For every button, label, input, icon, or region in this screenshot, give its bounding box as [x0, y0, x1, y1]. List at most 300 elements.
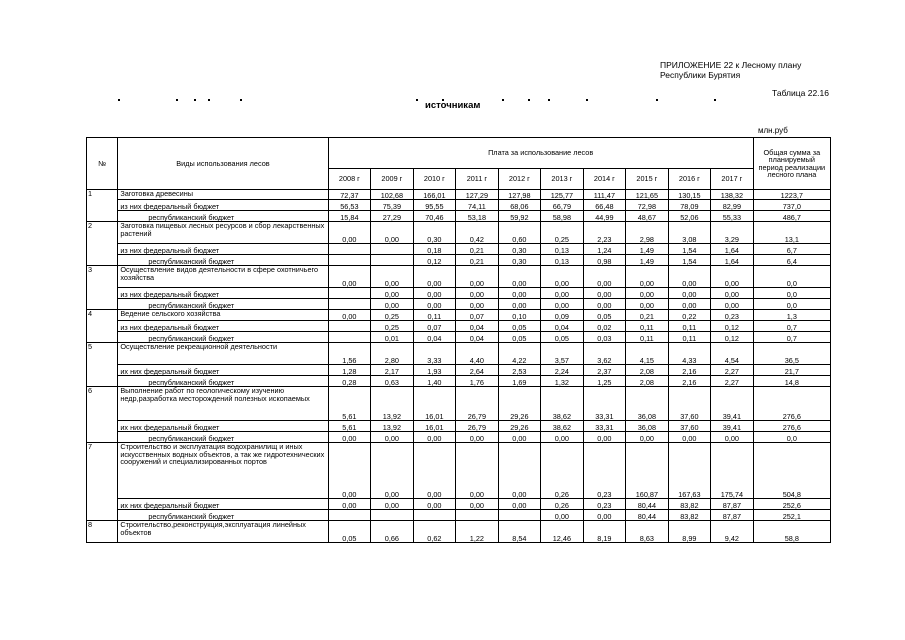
- year-value: 0,00: [456, 499, 499, 510]
- year-value: 1,40: [413, 376, 456, 387]
- year-value: 0,00: [371, 222, 414, 244]
- year-value: 0,04: [541, 321, 584, 332]
- year-value: 2,16: [668, 365, 711, 376]
- year-value: 0,00: [541, 510, 584, 521]
- year-value: 166,01: [413, 190, 456, 200]
- year-value: 0,30: [498, 255, 541, 266]
- year-value: [328, 332, 371, 343]
- year-value: 8,54: [498, 521, 541, 543]
- year-value: 66,48: [583, 200, 626, 211]
- year-value: 0,30: [498, 244, 541, 255]
- row-label: из них федеральный бюджет: [118, 321, 328, 332]
- header-year: 2008 г: [328, 169, 371, 190]
- year-value: 38,62: [541, 421, 584, 432]
- year-value: 9,42: [711, 521, 754, 543]
- row-label: республиканский бюджет: [118, 510, 328, 521]
- row-number: 6: [87, 387, 118, 443]
- year-value: 0,00: [371, 443, 414, 499]
- year-value: 167,63: [668, 443, 711, 499]
- appendix-line-1: ПРИЛОЖЕНИЕ 22 к Лесному плану: [660, 60, 802, 70]
- year-value: [371, 255, 414, 266]
- year-value: 0,28: [328, 376, 371, 387]
- year-value: 0,26: [541, 443, 584, 499]
- year-value: 15,84: [328, 211, 371, 222]
- table-row: [87, 443, 831, 499]
- header-year: 2013 г: [541, 169, 584, 190]
- year-value: 58,98: [541, 211, 584, 222]
- year-value: 4,15: [626, 343, 669, 365]
- row-total: 6,7: [753, 244, 830, 255]
- year-value: 0,11: [668, 321, 711, 332]
- year-value: 0,11: [413, 310, 456, 321]
- row-label: республиканский бюджет: [118, 299, 328, 310]
- year-value: 1,56: [328, 343, 371, 365]
- row-label: Осуществление видов деятельности в сфере охотничьего хозяйства: [118, 266, 328, 288]
- year-value: 0,00: [583, 288, 626, 299]
- year-value: 29,26: [498, 387, 541, 421]
- row-label: Строительство и эксплуатация водохранилищ и иных искусственных водных объектов, а так же гидротехнических сооружений и специализированных портов: [118, 443, 328, 499]
- year-value: 0,00: [668, 288, 711, 299]
- year-value: 2,27: [711, 376, 754, 387]
- year-value: 0,23: [711, 310, 754, 321]
- year-value: 0,00: [328, 432, 371, 443]
- year-value: 0,63: [371, 376, 414, 387]
- table-row: [87, 376, 831, 387]
- year-value: 0,00: [711, 432, 754, 443]
- year-value: 0,04: [456, 321, 499, 332]
- cropped-heading-line: [116, 99, 716, 101]
- year-value: 4,33: [668, 343, 711, 365]
- year-value: 0,05: [583, 310, 626, 321]
- row-total: 21,7: [753, 365, 830, 376]
- table-row: [87, 421, 831, 432]
- year-value: 3,57: [541, 343, 584, 365]
- year-value: 0,07: [413, 321, 456, 332]
- year-value: 0,21: [456, 244, 499, 255]
- year-value: 0,00: [711, 299, 754, 310]
- row-total: 0,7: [753, 332, 830, 343]
- year-value: 0,00: [541, 299, 584, 310]
- year-value: 1,54: [668, 244, 711, 255]
- year-value: 2,24: [541, 365, 584, 376]
- row-total: 737,0: [753, 200, 830, 211]
- table-row: [87, 288, 831, 299]
- year-value: 0,00: [456, 443, 499, 499]
- table-row: [87, 190, 831, 200]
- table-row: [87, 365, 831, 376]
- year-value: 16,01: [413, 387, 456, 421]
- year-value: 72,37: [328, 190, 371, 200]
- row-label: республиканский бюджет: [118, 211, 328, 222]
- header-year: 2009 г: [371, 169, 414, 190]
- year-value: 0,00: [711, 288, 754, 299]
- year-value: 0,00: [626, 288, 669, 299]
- row-label: республиканский бюджет: [118, 432, 328, 443]
- year-value: 0,00: [328, 222, 371, 244]
- year-value: 27,29: [371, 211, 414, 222]
- row-total: 1223,7: [753, 190, 830, 200]
- year-value: 70,46: [413, 211, 456, 222]
- header-num: №: [87, 138, 118, 190]
- row-label: республиканский бюджет: [118, 332, 328, 343]
- row-total: 276,6: [753, 387, 830, 421]
- year-value: 1,49: [626, 255, 669, 266]
- year-value: 138,32: [711, 190, 754, 200]
- year-value: 2,27: [711, 365, 754, 376]
- header-year: 2012 г: [498, 169, 541, 190]
- year-value: 0,04: [456, 332, 499, 343]
- year-value: 8,63: [626, 521, 669, 543]
- table-row: [87, 222, 831, 244]
- year-value: 127,29: [456, 190, 499, 200]
- year-value: 3,33: [413, 343, 456, 365]
- table-row: [87, 510, 831, 521]
- row-number: 7: [87, 443, 118, 521]
- row-total: 58,8: [753, 521, 830, 543]
- year-value: 0,00: [371, 432, 414, 443]
- year-value: 16,01: [413, 421, 456, 432]
- year-value: 5,61: [328, 421, 371, 432]
- appendix-line-2: Республики Бурятия: [660, 70, 741, 80]
- year-value: 78,09: [668, 200, 711, 211]
- table-row: [87, 244, 831, 255]
- year-value: 0,00: [413, 499, 456, 510]
- header-total: Общая сумма за планируемый период реализации лесного плана: [753, 138, 830, 190]
- year-value: 130,15: [668, 190, 711, 200]
- year-value: 72,98: [626, 200, 669, 211]
- year-value: 0,30: [413, 222, 456, 244]
- year-value: 0,00: [328, 499, 371, 510]
- year-value: 0,00: [541, 266, 584, 288]
- year-value: 0,11: [626, 332, 669, 343]
- year-value: 12,46: [541, 521, 584, 543]
- year-value: 0,11: [626, 321, 669, 332]
- row-total: 0,0: [753, 266, 830, 288]
- year-value: [371, 510, 414, 521]
- year-value: 0,00: [413, 299, 456, 310]
- year-value: 0,21: [456, 255, 499, 266]
- year-value: 0,25: [371, 310, 414, 321]
- year-value: 3,08: [668, 222, 711, 244]
- year-value: 52,06: [668, 211, 711, 222]
- table-row: [87, 332, 831, 343]
- year-value: 0,01: [371, 332, 414, 343]
- year-value: [328, 299, 371, 310]
- year-value: 0,13: [541, 255, 584, 266]
- year-value: 2,53: [498, 365, 541, 376]
- row-total: 504,8: [753, 443, 830, 499]
- year-value: 33,31: [583, 421, 626, 432]
- year-value: 74,11: [456, 200, 499, 211]
- year-value: 0,42: [456, 222, 499, 244]
- unit-label: млн.руб: [758, 126, 788, 135]
- row-total: 6,4: [753, 255, 830, 266]
- year-value: 1,32: [541, 376, 584, 387]
- row-total: 486,7: [753, 211, 830, 222]
- table-row: [87, 387, 831, 421]
- year-value: 1,64: [711, 244, 754, 255]
- year-value: 1,93: [413, 365, 456, 376]
- year-value: 1,28: [328, 365, 371, 376]
- year-value: 0,00: [371, 499, 414, 510]
- year-value: [328, 321, 371, 332]
- table-row: [87, 321, 831, 332]
- row-total: 252,1: [753, 510, 830, 521]
- year-value: 0,00: [711, 266, 754, 288]
- year-value: 0,00: [668, 299, 711, 310]
- year-value: 0,21: [626, 310, 669, 321]
- year-value: 0,00: [413, 432, 456, 443]
- year-value: 2,37: [583, 365, 626, 376]
- year-value: 0,00: [541, 288, 584, 299]
- year-value: 1,76: [456, 376, 499, 387]
- year-value: 1,49: [626, 244, 669, 255]
- year-value: 2,08: [626, 376, 669, 387]
- year-value: 0,11: [668, 332, 711, 343]
- year-value: 2,08: [626, 365, 669, 376]
- year-value: [413, 510, 456, 521]
- year-value: 83,82: [668, 510, 711, 521]
- year-value: 1,69: [498, 376, 541, 387]
- year-value: 0,04: [413, 332, 456, 343]
- year-value: 0,98: [583, 255, 626, 266]
- table-row: [87, 521, 831, 543]
- year-value: 1,54: [668, 255, 711, 266]
- year-value: 111,47: [583, 190, 626, 200]
- row-number: 5: [87, 343, 118, 387]
- row-total: 13,1: [753, 222, 830, 244]
- year-value: 37,60: [668, 387, 711, 421]
- year-value: 87,87: [711, 499, 754, 510]
- year-value: 1,24: [583, 244, 626, 255]
- year-value: 4,22: [498, 343, 541, 365]
- row-label: Выполнение работ по геологическому изучению недр,разработка месторождений полезных ископаемых: [118, 387, 328, 421]
- year-value: 127,98: [498, 190, 541, 200]
- year-value: 0,12: [413, 255, 456, 266]
- year-value: 59,92: [498, 211, 541, 222]
- row-total: 14,8: [753, 376, 830, 387]
- row-total: 36,5: [753, 343, 830, 365]
- year-value: 55,33: [711, 211, 754, 222]
- year-value: [328, 244, 371, 255]
- year-value: 0,00: [583, 299, 626, 310]
- table-row: [87, 299, 831, 310]
- year-value: 68,06: [498, 200, 541, 211]
- year-value: 0,00: [498, 266, 541, 288]
- year-value: 39,41: [711, 387, 754, 421]
- year-value: 39,41: [711, 421, 754, 432]
- year-value: 83,82: [668, 499, 711, 510]
- year-value: 0,02: [583, 321, 626, 332]
- row-number: 8: [87, 521, 118, 543]
- year-value: 2,98: [626, 222, 669, 244]
- year-value: 0,00: [371, 299, 414, 310]
- year-value: 37,60: [668, 421, 711, 432]
- table-row: [87, 310, 831, 321]
- year-value: 0,00: [328, 310, 371, 321]
- row-label: республиканский бюджет: [118, 255, 328, 266]
- year-value: 175,74: [711, 443, 754, 499]
- year-value: 53,18: [456, 211, 499, 222]
- year-value: 0,00: [626, 266, 669, 288]
- year-value: 0,12: [711, 321, 754, 332]
- year-value: 0,05: [498, 332, 541, 343]
- year-value: 0,00: [541, 432, 584, 443]
- header-year: 2017 г: [711, 169, 754, 190]
- table-row: [87, 200, 831, 211]
- year-value: 48,67: [626, 211, 669, 222]
- year-value: 29,26: [498, 421, 541, 432]
- year-value: 44,99: [583, 211, 626, 222]
- row-label: Заготовка древесины: [118, 190, 328, 200]
- header-year: 2010 г: [413, 169, 456, 190]
- year-value: 0,26: [541, 499, 584, 510]
- row-total: 0,0: [753, 299, 830, 310]
- year-value: 3,29: [711, 222, 754, 244]
- year-value: 8,99: [668, 521, 711, 543]
- row-number: 3: [87, 266, 118, 310]
- table-row: [87, 499, 831, 510]
- row-total: 0,7: [753, 321, 830, 332]
- year-value: 75,39: [371, 200, 414, 211]
- year-value: 0,00: [583, 266, 626, 288]
- year-value: 80,44: [626, 510, 669, 521]
- year-value: 36,08: [626, 387, 669, 421]
- year-value: 0,23: [583, 499, 626, 510]
- year-value: 82,99: [711, 200, 754, 211]
- table-row: [87, 211, 831, 222]
- row-label: их них федеральный бюджет: [118, 421, 328, 432]
- year-value: 13,92: [371, 421, 414, 432]
- year-value: 121,65: [626, 190, 669, 200]
- table-body: [87, 190, 831, 543]
- year-value: 0,10: [498, 310, 541, 321]
- year-value: 160,87: [626, 443, 669, 499]
- year-value: 1,64: [711, 255, 754, 266]
- year-value: 0,12: [711, 332, 754, 343]
- row-label: из них федеральный бюджет: [118, 200, 328, 211]
- year-value: 0,00: [498, 432, 541, 443]
- year-value: 102,68: [371, 190, 414, 200]
- table-row: [87, 266, 831, 288]
- row-number: 1: [87, 190, 118, 222]
- year-value: 0,22: [668, 310, 711, 321]
- year-value: 2,80: [371, 343, 414, 365]
- row-total: 252,6: [753, 499, 830, 510]
- year-value: 80,44: [626, 499, 669, 510]
- year-value: 0,00: [456, 288, 499, 299]
- year-value: 0,00: [583, 510, 626, 521]
- year-value: 36,08: [626, 421, 669, 432]
- row-label: Осуществление рекреационной деятельности: [118, 343, 328, 365]
- year-value: 13,92: [371, 387, 414, 421]
- year-value: 2,64: [456, 365, 499, 376]
- year-value: 0,60: [498, 222, 541, 244]
- row-label: Заготовка пищевых лесных ресурсов и сбор лекарственных растений: [118, 222, 328, 244]
- year-value: [498, 510, 541, 521]
- year-value: 0,00: [371, 288, 414, 299]
- year-value: 0,05: [541, 332, 584, 343]
- year-value: 0,07: [456, 310, 499, 321]
- year-value: 2,17: [371, 365, 414, 376]
- row-total: 0,0: [753, 432, 830, 443]
- header-payment: Плата за использование лесов: [328, 138, 753, 169]
- year-value: 5,61: [328, 387, 371, 421]
- year-value: 3,62: [583, 343, 626, 365]
- year-value: 0,00: [413, 288, 456, 299]
- row-label: их них федеральный бюджет: [118, 365, 328, 376]
- year-value: 95,55: [413, 200, 456, 211]
- year-value: 0,03: [583, 332, 626, 343]
- row-label: республиканский бюджет: [118, 376, 328, 387]
- year-value: 1,22: [456, 521, 499, 543]
- header-year: 2014 г: [583, 169, 626, 190]
- year-value: 0,00: [498, 299, 541, 310]
- row-number: 2: [87, 222, 118, 266]
- row-label: из них федеральный бюджет: [118, 244, 328, 255]
- year-value: 2,16: [668, 376, 711, 387]
- year-value: 0,00: [456, 299, 499, 310]
- year-value: 0,00: [413, 266, 456, 288]
- year-value: 0,25: [371, 321, 414, 332]
- year-value: 0,00: [626, 299, 669, 310]
- year-value: [328, 288, 371, 299]
- year-value: 0,05: [498, 321, 541, 332]
- year-value: 1,25: [583, 376, 626, 387]
- year-value: 0,00: [498, 443, 541, 499]
- row-label: Ведение сельского хозяйства: [118, 310, 328, 321]
- year-value: 0,00: [328, 266, 371, 288]
- row-total: 276,6: [753, 421, 830, 432]
- year-value: 4,40: [456, 343, 499, 365]
- year-value: 56,53: [328, 200, 371, 211]
- year-value: [456, 510, 499, 521]
- row-label: Строительство,реконструкция,эксплуатация линейных объектов: [118, 521, 328, 543]
- year-value: 0,13: [541, 244, 584, 255]
- year-value: 4,54: [711, 343, 754, 365]
- year-value: 0,00: [328, 443, 371, 499]
- year-value: 0,18: [413, 244, 456, 255]
- row-total: 0,0: [753, 288, 830, 299]
- year-value: 0,23: [583, 443, 626, 499]
- year-value: 0,00: [498, 288, 541, 299]
- table-number: Таблица 22.16: [772, 88, 829, 98]
- row-total: 1,3: [753, 310, 830, 321]
- row-number: 4: [87, 310, 118, 343]
- appendix-note: [660, 60, 801, 80]
- year-value: 38,62: [541, 387, 584, 421]
- year-value: 0,00: [371, 266, 414, 288]
- table-row: [87, 432, 831, 443]
- header-type: Виды использования лесов: [118, 138, 328, 190]
- year-value: 0,25: [541, 222, 584, 244]
- row-label: из них федеральный бюджет: [118, 288, 328, 299]
- year-value: 0,66: [371, 521, 414, 543]
- year-value: 0,09: [541, 310, 584, 321]
- header-year: 2016 г: [668, 169, 711, 190]
- year-value: 0,00: [626, 432, 669, 443]
- year-value: [328, 510, 371, 521]
- year-value: [371, 244, 414, 255]
- table-row: [87, 255, 831, 266]
- row-label: их них федеральный бюджет: [118, 499, 328, 510]
- year-value: 87,87: [711, 510, 754, 521]
- year-value: 0,00: [668, 266, 711, 288]
- table-heading: источникам: [425, 100, 481, 111]
- year-value: 0,00: [456, 266, 499, 288]
- header-year: 2011 г: [456, 169, 499, 190]
- year-value: 0,00: [498, 499, 541, 510]
